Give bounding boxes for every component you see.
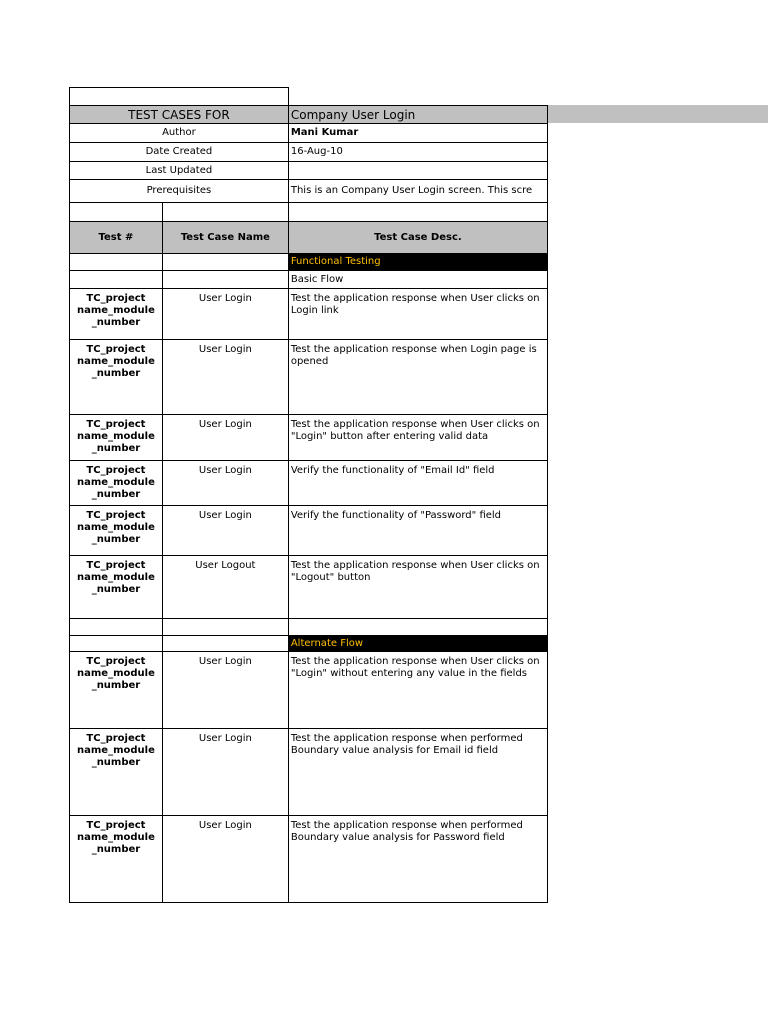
title-row-gray-band [548, 105, 768, 123]
meta-row-prerequisites [70, 180, 548, 203]
empty-row [70, 619, 548, 636]
meta-row-author [70, 124, 548, 143]
test-case-desc-cell[interactable]: Verify the functionality of "Email Id" field [288, 461, 547, 506]
table-row [70, 415, 548, 461]
test-case-name-cell[interactable]: User Login [162, 415, 288, 461]
test-case-desc-cell[interactable]: Test the application response when User clicks on "Login" button after entering valid data [288, 415, 547, 461]
column-header-row [70, 222, 548, 254]
test-number-cell[interactable]: TC_project name_module _number [70, 816, 163, 903]
test-case-name-cell[interactable]: User Login [162, 816, 288, 903]
test-case-sheet [69, 87, 548, 903]
test-case-name-cell[interactable]: User Logout [162, 556, 288, 619]
table-row [70, 652, 548, 729]
test-case-name-cell[interactable]: User Login [162, 729, 288, 816]
meta-label-last-updated[interactable]: Last Updated [70, 162, 289, 180]
section-row-functional-testing [70, 254, 548, 271]
table-row [70, 289, 548, 340]
test-number-cell[interactable]: TC_project name_module _number [70, 461, 163, 506]
test-case-desc-cell[interactable]: Test the application response when performed Boundary value analysis for Password field [288, 816, 547, 903]
meta-row-last-updated [70, 162, 548, 180]
test-number-cell[interactable]: TC_project name_module _number [70, 340, 163, 415]
test-case-desc-cell[interactable]: Test the application response when Login page is opened [288, 340, 547, 415]
empty-cell[interactable] [70, 88, 289, 106]
test-case-name-cell[interactable]: User Login [162, 289, 288, 340]
test-case-name-cell[interactable]: User Login [162, 340, 288, 415]
section-label-functional-testing[interactable]: Functional Testing [288, 254, 547, 271]
test-number-cell[interactable]: TC_project name_module _number [70, 556, 163, 619]
title-row [70, 106, 548, 124]
title-label[interactable]: TEST CASES FOR [70, 106, 289, 124]
test-case-desc-cell[interactable]: Test the application response when User clicks on Login link [288, 289, 547, 340]
table-row [70, 556, 548, 619]
column-header-test-number[interactable]: Test # [70, 222, 163, 254]
test-case-name-cell[interactable]: User Login [162, 506, 288, 556]
spacer-row [70, 203, 548, 222]
meta-value-date-created[interactable]: 16-Aug-10 [288, 143, 547, 162]
table-row [70, 729, 548, 816]
test-case-name-cell[interactable]: User Login [162, 652, 288, 729]
test-case-desc-cell[interactable]: Test the application response when User clicks on "Logout" button [288, 556, 547, 619]
test-number-cell[interactable]: TC_project name_module _number [70, 289, 163, 340]
test-number-cell[interactable]: TC_project name_module _number [70, 415, 163, 461]
meta-label-date-created[interactable]: Date Created [70, 143, 289, 162]
table-row [70, 340, 548, 415]
meta-value-last-updated[interactable] [288, 162, 547, 180]
title-value[interactable]: Company User Login [288, 106, 547, 124]
test-case-desc-cell[interactable]: Verify the functionality of "Password" field [288, 506, 547, 556]
table-row [70, 461, 548, 506]
meta-value-author[interactable]: Mani Kumar [288, 124, 547, 143]
test-case-name-cell[interactable]: User Login [162, 461, 288, 506]
meta-label-prerequisites[interactable]: Prerequisites [70, 180, 289, 203]
test-case-desc-cell[interactable]: Test the application response when User clicks on "Login" without entering any value in the fields [288, 652, 547, 729]
test-number-cell[interactable]: TC_project name_module _number [70, 729, 163, 816]
table-row [70, 506, 548, 556]
section-row-basic-flow [70, 271, 548, 289]
column-header-test-case-name[interactable]: Test Case Name [162, 222, 288, 254]
meta-value-prerequisites[interactable]: This is an Company User Login screen. This scre [288, 180, 547, 203]
test-number-cell[interactable]: TC_project name_module _number [70, 506, 163, 556]
meta-label-author[interactable]: Author [70, 124, 289, 143]
section-label-alternate-flow[interactable]: Alternate Flow [288, 636, 547, 652]
test-number-cell[interactable]: TC_project name_module _number [70, 652, 163, 729]
meta-row-date-created [70, 143, 548, 162]
section-label-basic-flow[interactable]: Basic Flow [288, 271, 547, 289]
test-case-desc-cell[interactable]: Test the application response when performed Boundary value analysis for Email id field [288, 729, 547, 816]
column-header-test-case-desc[interactable]: Test Case Desc. [288, 222, 547, 254]
section-row-alternate-flow [70, 636, 548, 652]
table-row [70, 816, 548, 903]
empty-row [70, 88, 548, 106]
